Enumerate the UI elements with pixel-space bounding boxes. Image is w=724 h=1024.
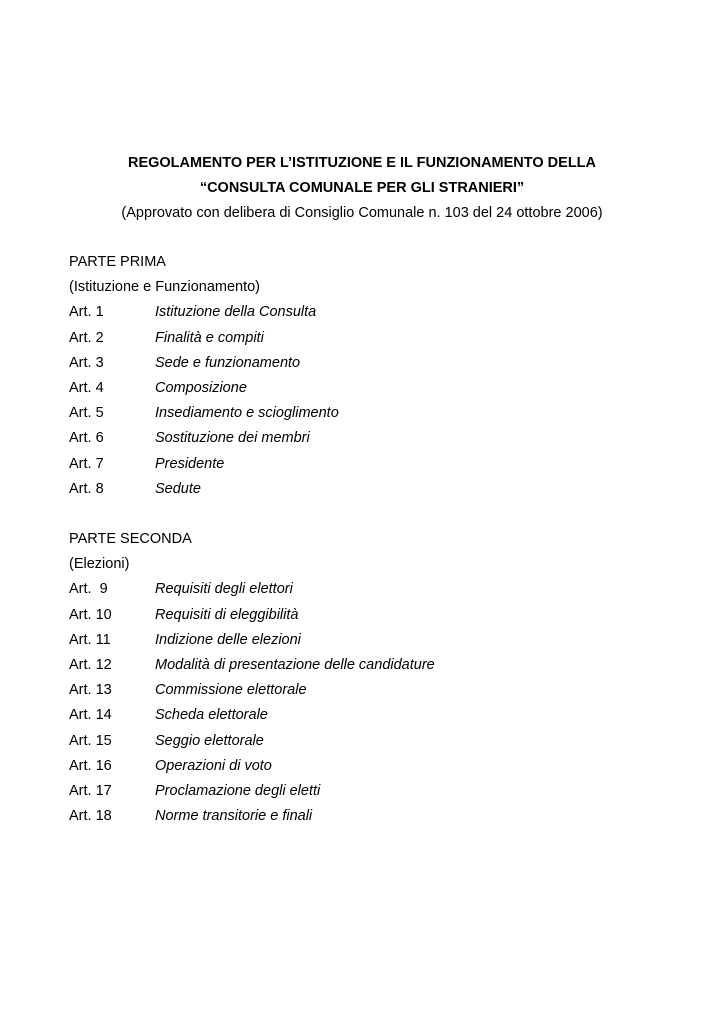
- article-number: Art. 11: [69, 631, 111, 648]
- part-heading: PARTE SECONDA: [69, 531, 192, 547]
- part-one-section: [69, 250, 689, 502]
- article-number: Art. 3: [69, 354, 104, 371]
- article-number: Art. 2: [69, 329, 104, 346]
- article-row: [69, 477, 689, 502]
- article-title: Finalità e compiti: [155, 329, 264, 346]
- article-number: Art. 16: [69, 757, 112, 774]
- article-title: Seggio elettorale: [155, 732, 264, 749]
- article-row: [69, 401, 689, 426]
- article-title: Norme transitorie e finali: [155, 808, 313, 825]
- article-row: [69, 300, 689, 325]
- article-row: [69, 703, 689, 728]
- document-title-line-2: “CONSULTA COMUNALE PER GLI STRANIERI”: [199, 180, 525, 196]
- article-number: Art. 12: [69, 656, 112, 673]
- article-title: Scheda elettorale: [155, 707, 268, 724]
- article-number: Art. 8: [69, 480, 104, 497]
- article-row: [69, 804, 689, 829]
- article-title: Sostituzione dei membri: [155, 430, 310, 447]
- article-number: Art. 9: [69, 581, 108, 598]
- article-number: Art. 4: [69, 379, 104, 396]
- article-row: [69, 351, 689, 376]
- article-title: Requisiti di eleggibilità: [155, 606, 299, 623]
- part-subtitle: (Istituzione e Funzionamento): [69, 279, 261, 296]
- article-title: Modalità di presentazione delle candidature: [155, 656, 435, 673]
- article-title: Requisiti degli elettori: [155, 581, 293, 598]
- document-title-line-1: REGOLAMENTO PER L’ISTITUZIONE E IL FUNZIONAMENTO DELLA: [127, 155, 597, 171]
- article-title: Insediamento e scioglimento: [155, 405, 339, 422]
- part-heading: PARTE PRIMA: [69, 254, 166, 270]
- article-number: Art. 10: [69, 606, 112, 623]
- article-row: [69, 779, 689, 804]
- article-row: [69, 426, 689, 451]
- article-number: Art. 15: [69, 732, 112, 749]
- part-two-section: [69, 527, 689, 829]
- article-number: Art. 6: [69, 430, 104, 447]
- approval-note: (Approvato con delibera di Consiglio Comunale n. 103 del 24 ottobre 2006): [121, 205, 603, 221]
- article-number: Art. 13: [69, 682, 112, 699]
- article-title: Sede e funzionamento: [155, 354, 301, 371]
- article-number: Art. 7: [69, 455, 104, 472]
- article-row: [69, 326, 689, 351]
- article-row: [69, 376, 689, 401]
- article-title: Composizione: [155, 379, 247, 396]
- article-number: Art. 5: [69, 405, 104, 422]
- article-number: Art. 1: [69, 304, 104, 321]
- article-title: Commissione elettorale: [155, 682, 307, 699]
- article-number: Art. 18: [69, 808, 112, 825]
- article-row: [69, 603, 689, 628]
- part-subtitle: (Elezioni): [69, 556, 130, 573]
- article-title: Proclamazione degli eletti: [155, 782, 321, 799]
- document-header: [0, 151, 724, 226]
- article-row: [69, 754, 689, 779]
- article-row: [69, 628, 689, 653]
- article-row: [69, 653, 689, 678]
- article-number: Art. 17: [69, 782, 112, 799]
- article-title: Operazioni di voto: [155, 757, 272, 774]
- article-number: Art. 14: [69, 707, 112, 724]
- article-row: [69, 452, 689, 477]
- article-row: [69, 729, 689, 754]
- article-title: Istituzione della Consulta: [155, 304, 317, 321]
- article-row: [69, 678, 689, 703]
- article-title: Indizione delle elezioni: [155, 631, 301, 648]
- article-title: Sedute: [155, 480, 201, 497]
- article-row: [69, 577, 689, 602]
- article-title: Presidente: [155, 455, 225, 472]
